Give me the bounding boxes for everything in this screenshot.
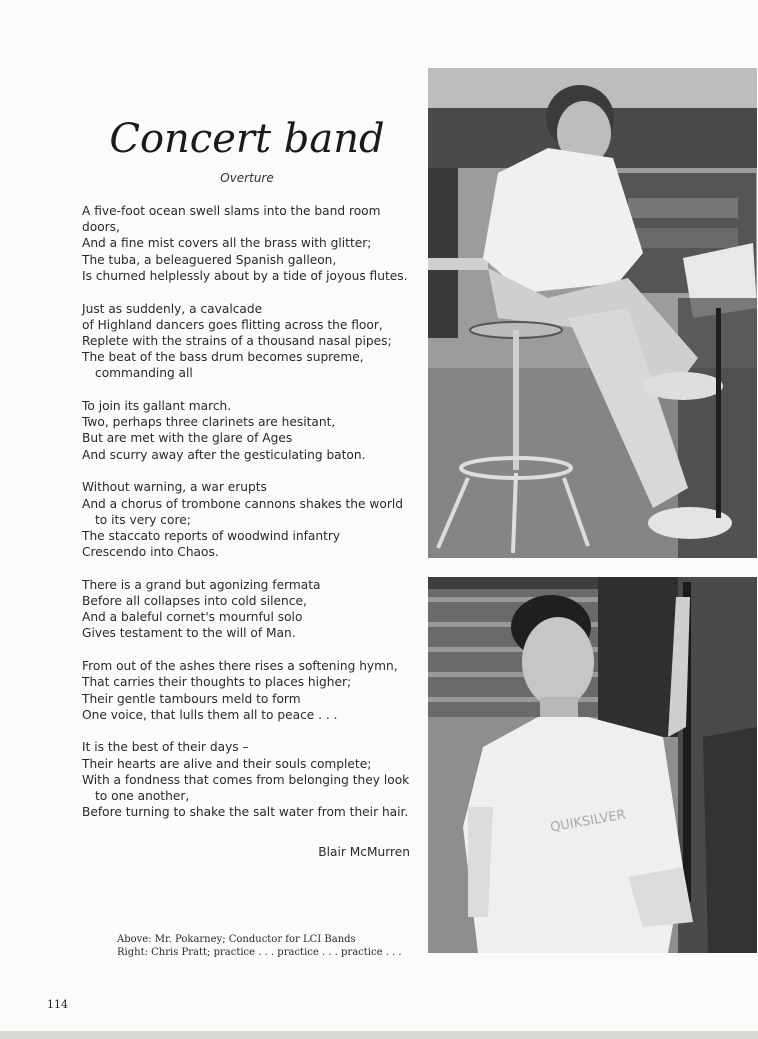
poem-line: The staccato reports of woodwind infantry — [82, 528, 341, 543]
poem-line: To join its gallant march. — [82, 399, 232, 414]
poem-stanza — [82, 203, 412, 284]
poem-line: There is a grand but agonizing fermata — [82, 577, 321, 592]
poem-author: Blair McMurren — [318, 845, 410, 859]
poem-line: But are met with the glare of Ages — [82, 431, 293, 446]
poem-line: And a baleful cornet's mournful solo — [82, 610, 303, 625]
page-number: 114 — [47, 998, 68, 1011]
poem-line: And scurry away after the gesticulating baton. — [82, 447, 366, 462]
poem-line: From out of the ashes there rises a softening hymn, — [82, 659, 398, 674]
poem-line: Their hearts are alive and their souls complete; — [82, 756, 372, 771]
poem-line: commanding all — [95, 366, 193, 381]
poem-line: Just as suddenly, a cavalcade — [82, 301, 263, 316]
poem-body — [82, 203, 412, 837]
poem-line: It is the best of their days – — [82, 740, 249, 755]
page-edge — [0, 1031, 758, 1039]
poem-line: And a fine mist covers all the brass with glitter; — [82, 236, 372, 251]
poem-stanza — [82, 577, 412, 642]
poem-subtitle: Overture — [220, 171, 274, 185]
poem-stanza — [82, 739, 412, 820]
poem-line: The tuba, a beleaguered Spanish galleon, — [82, 252, 337, 267]
poem-line: Two, perhaps three clarinets are hesitant, — [82, 415, 336, 430]
poem-stanza — [82, 301, 412, 382]
poem-line: Their gentle tambours meld to form — [82, 691, 301, 706]
poem-line: Without warning, a war erupts — [82, 480, 267, 495]
caption-right: Right: Chris Pratt; practice . . . practice . . . practice . . . — [117, 946, 402, 958]
poem-stanza — [82, 398, 412, 463]
page-title: Concert band — [109, 116, 385, 162]
poem-line: A five-foot ocean swell slams into the band room — [82, 204, 381, 218]
poem-line: to its very core; — [95, 512, 191, 527]
poem-line: Before turning to shake the salt water from their hair. — [82, 805, 409, 820]
caption-above: Above: Mr. Pokarney; Conductor for LCI Bands — [117, 934, 356, 945]
poem-stanza — [82, 658, 412, 723]
poem-line: Gives testament to the will of Man. — [82, 626, 296, 641]
poem-line: of Highland dancers goes flitting across the floor, — [82, 317, 383, 332]
poem-line: That carries their thoughts to places higher; — [82, 675, 352, 690]
poem-line: Is churned helplessly about by a tide of joyous flutes. — [82, 268, 408, 283]
student-photo — [428, 577, 757, 953]
poem-line: With a fondness that comes from belonging they look — [82, 772, 410, 787]
poem-line: The beat of the bass drum becomes supreme, — [82, 350, 364, 365]
poem-line: One voice, that lulls them all to peace . . . — [82, 707, 338, 722]
poem-line: Before all collapses into cold silence, — [82, 594, 307, 609]
poem-line: Replete with the strains of a thousand nasal pipes; — [82, 333, 392, 348]
photo-captions — [117, 934, 417, 959]
shirt-logo-text: QUIKSILVER — [549, 807, 627, 836]
poem-line: And a chorus of trombone cannons shakes the world — [82, 496, 403, 511]
poem-line: doors, — [82, 220, 120, 235]
conductor-photo — [428, 68, 757, 558]
poem-stanza — [82, 479, 412, 560]
poem-line: to one another, — [95, 789, 190, 804]
poem-line: Crescendo into Chaos. — [82, 545, 219, 560]
